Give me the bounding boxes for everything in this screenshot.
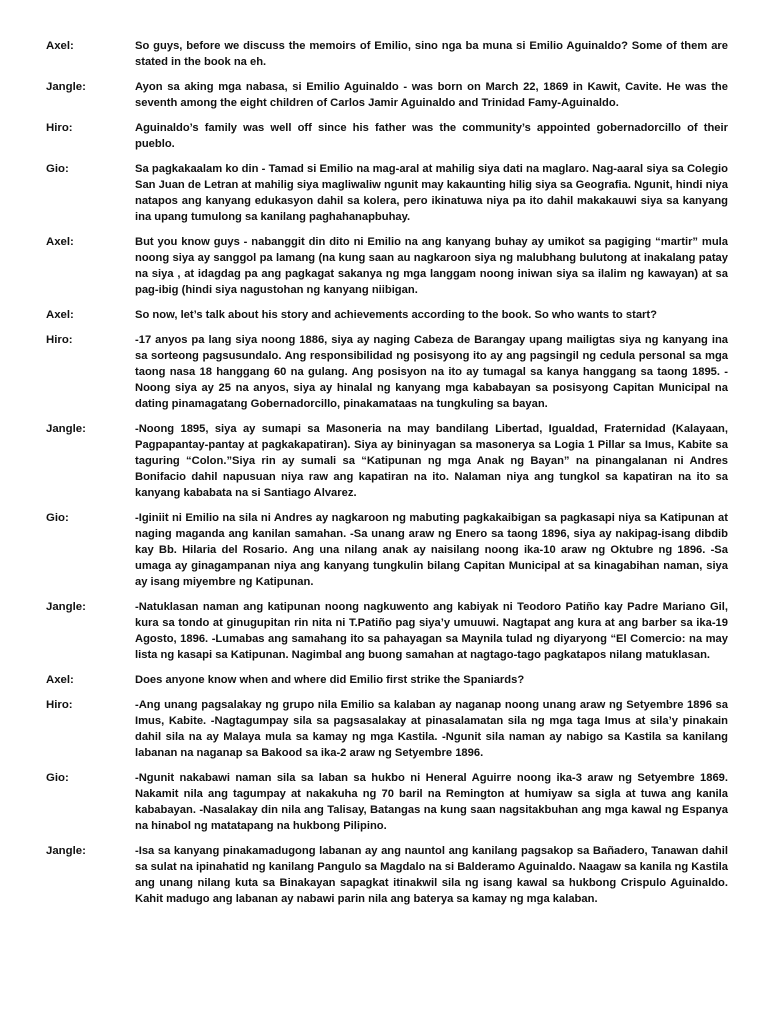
dialogue-text: But you know guys - nabanggit din dito ni Emilio na ang kanyang buhay ay umikot sa pagiging “martir” mula noong siya ay sanggol pa lamang (na kung saan au nagkaroon siya ng malubhang bulutong at inakalang patay na siya , at idagdag pa ang pagkagat sakanya ng mga langgam noong iniwan siya sa ilalim ng kawayan) at sa pag-ibig (hindi siya nagustohan ng kanyang niibigan. (135, 236, 728, 296)
dialogue-text: -Natuklasan naman ang katipunan noong nagkuwento ang kabiyak ni Teodoro Patiño kay Padre Mariano Gil, kura sa tondo at ginugupitan rin nita ni T.Patiño pag siya’y umuuwi. Nagtapat ang kura at ang barber sa ika-19 Agosto, 1896. -Lumabas ang samahang ito sa pahayagan sa Maynila tulad ng diyaryong “El Comercio: na may lista ng kasapi sa Katipunan. Nagimbal ang buong samahan at nagtago-tago pagkatapos nilang matuklasan. (135, 601, 728, 661)
dialogue-text: -Ngunit nakabawi naman sila sa laban sa hukbo ni Heneral Aguirre noong ika-3 araw ng Setyembre 1869. Nakamit nila ang tagumpay at nakakuha ng 70 baril na Remington at humiyaw sa sigla at tuwa ang kanila kababayan. -Nasalakay din nila ang Talisay, Batangas na kung saan nagsitakbuhan ang mga kawal ng Espanya na hinabol ng matatapang na hukbong Pilipino. (135, 772, 728, 832)
dialogue-entry (46, 510, 728, 590)
dialogue-entry (46, 421, 728, 501)
dialogue-text: Sa pagkakaalam ko din - Tamad si Emilio na mag-aral at mahilig siya dati na maglaro. Nag-aaral siya sa Colegio San Juan de Letran at mahilig siya magliwaliw ngunit may kakaunting hilig siya sa Geografia. Ngunit, hindi niya natapos ang kanyang edukasyon dahil sa kolera, pero ikinatuwa niya pa ito dahil makakauwi siya sa kanyang ina upang tumulong sa kanilang paghahanapbuhay. (135, 163, 728, 223)
dialogue-text: -17 anyos pa lang siya noong 1886, siya ay naging Cabeza de Barangay upang mailigtas siya ng kanyang ina sa sorteong pagsusundalo. Ang responsibilidad ng posisyong ito ay ang pagsingil ng cedula personal sa mga taong nasa 18 hanggang 60 na gulang. Ang posisyon na ito ay tumagal sa kanya hanggang sa taong 1895. -Noong siya ay 25 na anyos, siya ay hinalal ng kanyang mga kababayan sa posisyong Capitan Municipal na dating pinamagatang Gobernadorcillo, pinakamataas na tungkuling sa bayan. (135, 334, 728, 410)
dialogue-text: -Noong 1895, siya ay sumapi sa Masoneria na may bandilang Libertad, Igualdad, Fraternidad (Kalayaan, Pagpapantay-pantay at pagkakapatiran). Siya ay bininyagan sa masonerya sa Logia 1 Pillar sa Imus, Kabite sa taguring “Colon.”Siya rin ay sumali sa “Katipunan ng mga Anak ng Bayan” na pinangalanan ni Andres Bonifacio dahil napusuan niya raw ang kapatiran na ito. Nalaman niya ang tungkol sa kapatiran na ito sa kanyang kababata na si Santiago Alvarez. (135, 423, 728, 499)
speaker-name: Axel: (46, 674, 74, 686)
speaker-name: Gio: (46, 512, 69, 524)
dialogue-text: -Isa sa kanyang pinakamadugong labanan ay ang nauntol ang kanilang pagsakop sa Bañadero, Tanawan dahil sa sulat na ipinahatid ng kanilang Pangulo sa Magdalo na si Balderamo Aguinaldo. Naagaw sa kanila ng Kastila ang unang nilang kuta sa Binakayan sapagkat itinakwil sila ng isang kawal sa hukbong Crispulo Aguinaldo. Kahit madugo ang labanan ay nabawi parin nila ang baterya sa kamay ng mga kalaban. (135, 845, 728, 905)
speaker-name: Axel: (46, 40, 74, 52)
dialogue-entry (46, 234, 728, 298)
dialogue-entry (46, 79, 728, 111)
speaker-name: Jangle: (46, 423, 86, 435)
dialogue-entry (46, 120, 728, 152)
dialogue-entry (46, 599, 728, 663)
speaker-name: Hiro: (46, 122, 73, 134)
speaker-name: Axel: (46, 236, 74, 248)
dialogue-entry (46, 843, 728, 907)
dialogue-entry (46, 770, 728, 834)
speaker-name: Jangle: (46, 601, 86, 613)
dialogue-text: -Ang unang pagsalakay ng grupo nila Emilio sa kalaban ay naganap noong unang araw ng Setyembre 1896 sa Imus, Kabite. -Nagtagumpay sila sa pagsasalakay at pinasalamatan sila ng mga taga Imus at sila’y pinakain dahil sila na ay Malaya mula sa kamay ng mga Kastila. -Ngunit sila naman ay nabigo sa Kastila sa kanilang labanan na naganap sa Bakood sa ika-2 araw ng Setyembre 1896. (135, 699, 728, 759)
dialogue-entry (46, 161, 728, 225)
dialogue-entry (46, 697, 728, 761)
speaker-name: Jangle: (46, 845, 86, 857)
speaker-name: Jangle: (46, 81, 86, 93)
dialogue-text: -Iginiit ni Emilio na sila ni Andres ay nagkaroon ng mabuting pagkakaibigan sa pagkasapi niya sa Katipunan at naging maganda ang kanilan samahan. -Sa unang araw ng Enero sa taong 1896, siya ay nakipag-isang dibdib kay Bb. Hilaria del Rosario. Ang una nilang anak ay naisilang noong ika-10 araw ng Oktubre ng 1896. -Sa umaga ay ginagampanan niya ang kanyang tungkulin bilang Capitan Municipal at sa kinagabihan naman, siya ay isang miyembre ng Katipunan. (135, 512, 728, 588)
speaker-name: Hiro: (46, 334, 73, 346)
dialogue-entry (46, 672, 728, 688)
speaker-name: Gio: (46, 163, 69, 175)
speaker-name: Gio: (46, 772, 69, 784)
speaker-name: Axel: (46, 309, 74, 321)
dialogue-text: Does anyone know when and where did Emilio first strike the Spaniards? (135, 674, 525, 686)
dialogue-entry (46, 38, 728, 70)
dialogue-text: Aguinaldo’s family was well off since his father was the community’s appointed gobernadorcillo of their pueblo. (135, 122, 728, 150)
dialogue-text: So guys, before we discuss the memoirs of Emilio, sino nga ba muna si Emilio Aguinaldo? Some of them are stated in the book na eh. (135, 40, 728, 68)
dialogue-text: So now, let’s talk about his story and achievements according to the book. So who wants to start? (135, 309, 657, 321)
speaker-name: Hiro: (46, 699, 73, 711)
dialogue-text: Ayon sa aking mga nabasa, si Emilio Aguinaldo - was born on March 22, 1869 in Kawit, Cavite. He was the seventh among the eight children of Carlos Jamir Aguinaldo and Trinidad Famy-Aguinaldo. (135, 81, 728, 109)
dialogue-entry (46, 307, 728, 323)
dialogue-entry (46, 332, 728, 412)
